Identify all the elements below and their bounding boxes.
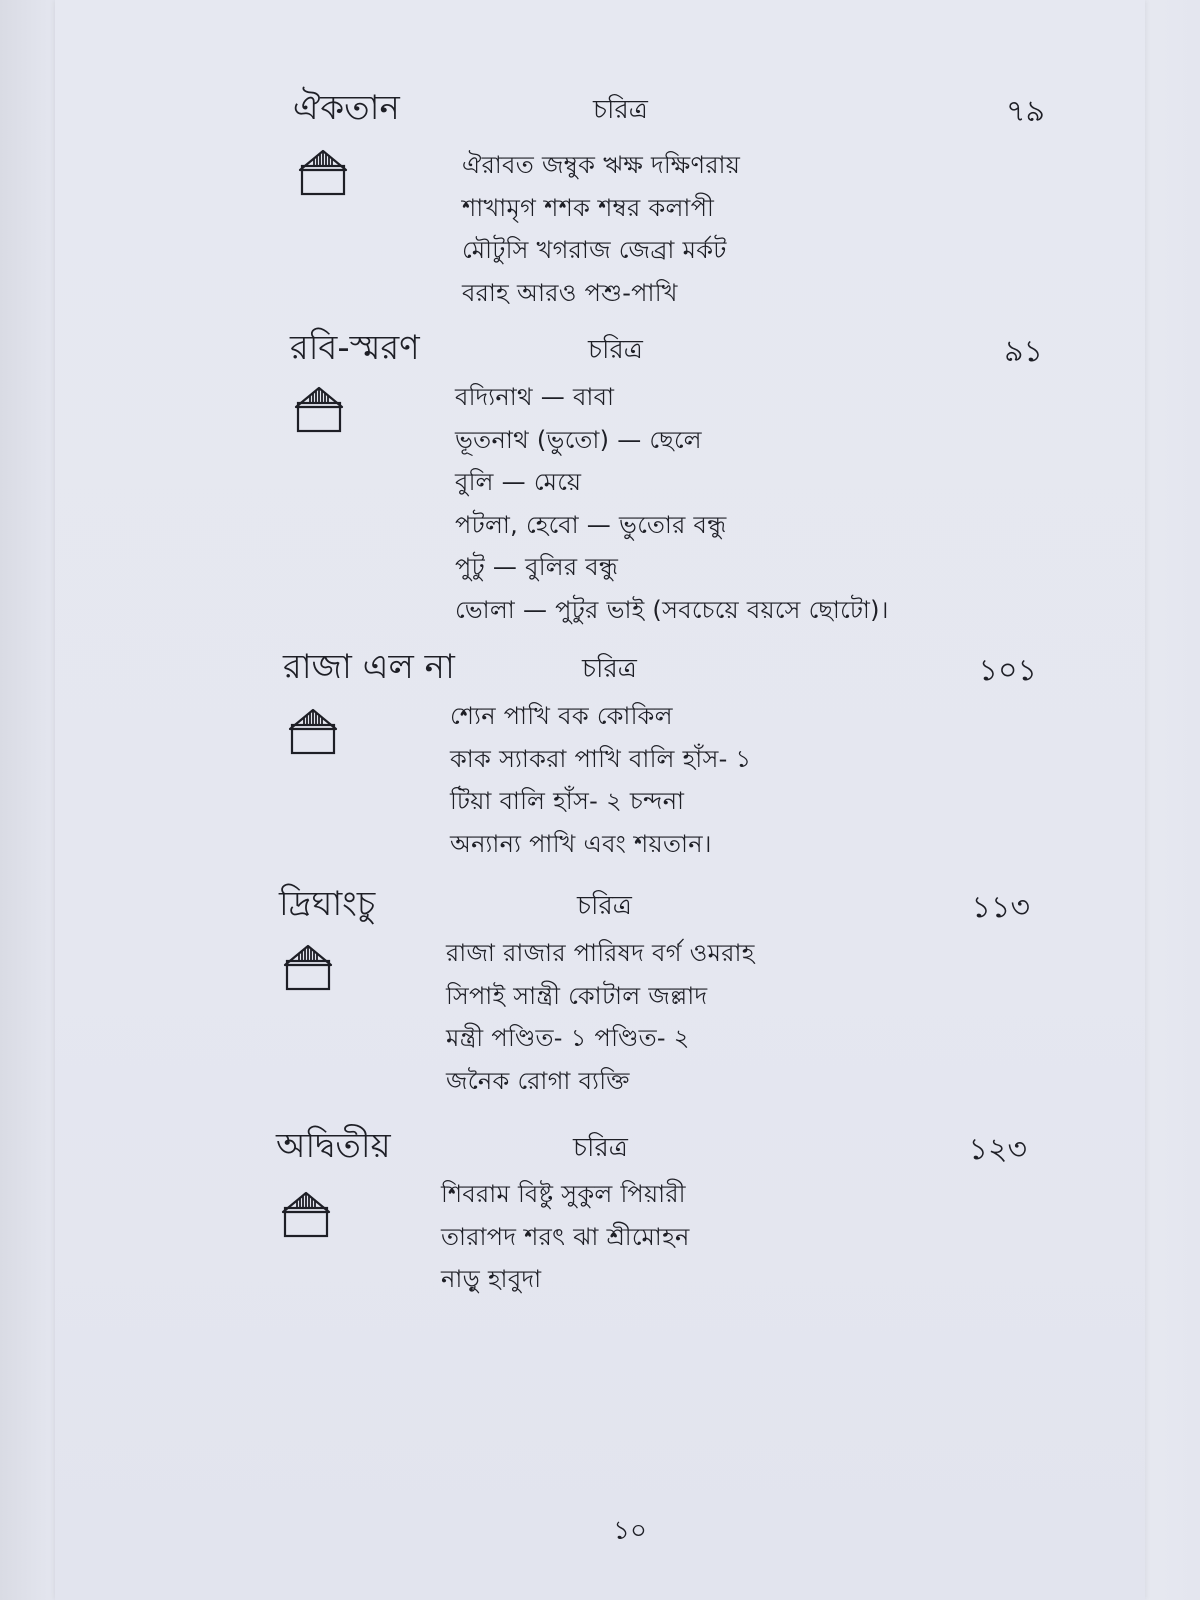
character-list bbox=[446, 932, 755, 1102]
character-list bbox=[441, 1173, 690, 1301]
entry-title: রবি-স্মরণ bbox=[290, 328, 420, 368]
stage-icon bbox=[282, 941, 334, 993]
character-line: শিবরাম বিষ্টু সুকুল পিয়ারী bbox=[441, 1180, 686, 1208]
character-line: ভূতনাথ (ভুতো) — ছেলে bbox=[455, 425, 702, 454]
entry-title: ঐকতান bbox=[293, 88, 400, 128]
entry-heading: চরিত্র bbox=[593, 95, 648, 125]
character-line: মৌটুসি খগরাজ জেব্রা মর্কট bbox=[462, 236, 727, 264]
character-line: ঐরাবত জম্বুক ঋক্ষ দক্ষিণরায় bbox=[462, 151, 741, 179]
entry-page-number: ১১৩ bbox=[971, 890, 1030, 925]
entry-title: দ্রিঘাংচু bbox=[279, 884, 376, 924]
character-line: তারাপদ শরৎ ঝা শ্রীমোহন bbox=[441, 1222, 690, 1251]
entry-title: রাজা এল না bbox=[283, 647, 455, 687]
character-line: শ্যেন পাখি বক কোকিল bbox=[450, 702, 673, 730]
entry-page-number: ৯১ bbox=[1004, 334, 1043, 369]
footer-page-number: ১০ bbox=[613, 1516, 647, 1546]
entry-heading: চরিত্র bbox=[577, 891, 632, 921]
entry-heading: চরিত্র bbox=[588, 335, 643, 365]
entry-page-number: ৭৯ bbox=[1006, 94, 1045, 129]
entry-title: অদ্বিতীয় bbox=[276, 1126, 391, 1166]
character-line: বুলি — মেয়ে bbox=[455, 468, 582, 496]
entry-heading: চরিত্র bbox=[573, 1133, 628, 1163]
character-line: শাখামৃগ শশক শম্বর কলাপী bbox=[462, 193, 715, 222]
entry-heading: চরিত্র bbox=[582, 654, 637, 684]
character-line: রাজা রাজার পারিষদ বর্গ ওমরাহ bbox=[446, 939, 755, 967]
character-line: পটলা, হেবো — ভুতোর বন্ধু bbox=[455, 510, 727, 539]
stage-icon bbox=[297, 146, 349, 198]
stage-icon bbox=[287, 705, 339, 757]
character-line: বদ্যিনাথ — বাবা bbox=[455, 383, 615, 411]
entry-page-number: ১০১ bbox=[978, 653, 1037, 688]
character-list bbox=[450, 695, 751, 865]
stage-icon bbox=[293, 383, 345, 435]
character-line: পুটু — বুলির বন্ধু bbox=[455, 553, 619, 581]
character-line: নাড়ু হাবুদা bbox=[441, 1265, 542, 1293]
character-line: ভোলা — পুটুর ভাই (সবচেয়ে বয়সে ছোটো)। bbox=[455, 595, 889, 624]
character-list bbox=[462, 144, 740, 314]
character-list bbox=[455, 376, 889, 631]
character-line: জনৈক রোগা ব্যক্তি bbox=[446, 1066, 630, 1095]
character-line: অন্যান্য পাখি এবং শয়তান। bbox=[450, 829, 712, 858]
stage-icon bbox=[280, 1188, 332, 1240]
character-line: কাক স্যাকরা পাখি বালি হাঁস- ১ bbox=[450, 744, 752, 773]
character-line: মন্ত্রী পণ্ডিত- ১ পণ্ডিত- ২ bbox=[446, 1024, 690, 1052]
character-line: টিয়া বালি হাঁস- ২ চন্দনা bbox=[450, 787, 685, 815]
entry-page-number: ১২৩ bbox=[968, 1132, 1027, 1167]
character-line: সিপাই সান্ত্রী কোটাল জল্লাদ bbox=[446, 981, 708, 1010]
character-line: বরাহ আরও পশু-পাখি bbox=[462, 278, 678, 307]
